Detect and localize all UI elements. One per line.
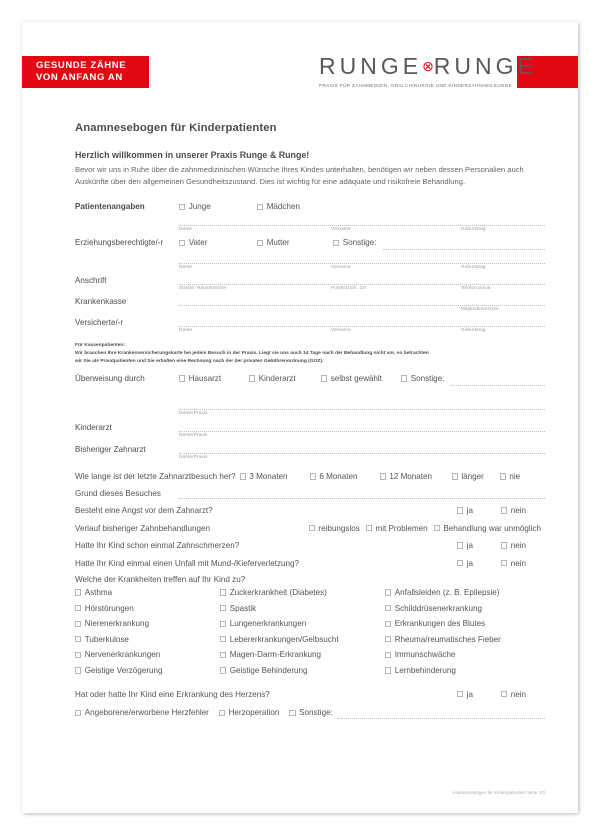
- checkbox-label: Hörstörungen: [84, 603, 134, 613]
- checkbox-hoerstoerungen[interactable]: [75, 603, 216, 614]
- checkbox-herzoperation[interactable]: [219, 707, 280, 718]
- checkbox-box-icon[interactable]: [500, 473, 506, 479]
- checkbox-box-icon[interactable]: [321, 375, 327, 381]
- heart-other-input[interactable]: [337, 709, 545, 719]
- pediatrician-fields: [179, 422, 545, 438]
- caption-name: Name: [179, 227, 193, 233]
- checkbox-label: Herzoperation: [228, 708, 280, 718]
- welcome-heading: Herzlich willkommen in unserer Praxis Runge & Runge!: [75, 150, 310, 160]
- treatment-history-label: Verlauf bisheriger Zahnbehandlungen: [75, 523, 210, 533]
- checkbox-box-icon[interactable]: [385, 621, 391, 627]
- checkbox-box-icon[interactable]: [75, 667, 81, 673]
- tagline-line-1: GESUNDE ZÄHNE: [36, 60, 127, 71]
- patient-gender-row: [75, 201, 545, 212]
- checkbox-geistige-behinderung[interactable]: [220, 665, 381, 676]
- checkbox-label: 12 Monaten: [389, 472, 433, 482]
- diseases-grid: [75, 587, 545, 681]
- checkbox-sonstige-herz[interactable]: [289, 707, 332, 718]
- checkbox-12-monaten[interactable]: [380, 471, 448, 482]
- caption-name-praxis: Name/Praxis: [179, 455, 208, 461]
- checkbox-junge[interactable]: [179, 201, 253, 212]
- checkbox-box-icon[interactable]: [401, 375, 407, 381]
- question-text: Hatte Ihr Kind einmal einen Unfall mit Mund-/Kieferverletzung?: [75, 558, 300, 568]
- checkbox-tuberkulose[interactable]: [75, 634, 216, 645]
- checkbox-label: Tuberkulose: [84, 634, 129, 644]
- checkbox-box-icon[interactable]: [310, 473, 316, 479]
- insurance-row: [75, 296, 545, 312]
- checkbox-box-icon[interactable]: [457, 542, 463, 548]
- checkbox-nein[interactable]: [501, 689, 541, 700]
- checkbox-label: Lungenerkrankungen: [229, 619, 307, 629]
- patient-name-fields: [179, 216, 545, 232]
- checkbox-zuckerkrankheit[interactable]: [220, 587, 381, 598]
- guardian-other-input[interactable]: [383, 240, 545, 250]
- checkbox-6-monaten[interactable]: [310, 471, 376, 482]
- caption-vorname: Vorname: [330, 328, 351, 334]
- checkbox-label: mit Problemen: [375, 523, 428, 533]
- checkbox-rheuma[interactable]: [385, 634, 541, 645]
- checkbox-box-icon[interactable]: [75, 621, 81, 627]
- checkbox-selbst-gewaehlt[interactable]: [321, 373, 397, 384]
- checkbox-asthma[interactable]: [75, 587, 216, 598]
- checkbox-label: nein: [510, 689, 526, 699]
- address-section-label: Anschrift: [75, 276, 107, 286]
- guardian-section-label: Erziehungsberechtigte/-r: [75, 238, 164, 248]
- checkbox-box-icon[interactable]: [219, 710, 225, 716]
- insured-fields: [179, 317, 545, 333]
- logo-word-right: RUNGE: [433, 53, 537, 79]
- kassen-notice-heading: Für Kassenpatienten:: [75, 343, 126, 349]
- checkbox-box-icon[interactable]: [501, 542, 507, 548]
- guardian-row: [75, 237, 545, 250]
- checkbox-label: Mutter: [266, 238, 290, 248]
- checkbox-sonstige-guardian[interactable]: [333, 237, 376, 248]
- checkbox-label: Sonstige:: [342, 238, 377, 248]
- form-page: [22, 22, 578, 813]
- checkbox-box-icon[interactable]: [309, 525, 315, 531]
- checkbox-ja[interactable]: [457, 558, 497, 569]
- caption-strasse: Straße, Hausnummer: [179, 286, 227, 292]
- checkbox-maedchen[interactable]: [257, 201, 300, 212]
- checkbox-label: nie: [509, 472, 521, 482]
- caption-name: Name: [179, 265, 193, 271]
- caption-telefon: Telefon privat: [460, 286, 491, 292]
- diseases-question: Welche der Krankheiten treffen auf Ihr Kind zu?: [75, 575, 246, 585]
- checkbox-label: Hausarzt: [188, 374, 222, 384]
- checkbox-magen-darm[interactable]: [220, 649, 381, 660]
- checkbox-label: reibungslos: [318, 523, 360, 533]
- checkbox-immunschwaeche[interactable]: [385, 649, 541, 660]
- insurance-fields: [179, 296, 545, 312]
- checkbox-box-icon[interactable]: [75, 605, 81, 611]
- checkbox-box-icon[interactable]: [220, 605, 226, 611]
- last-visit-question: Wie lange ist der letzte Zahnarztbesuch her?: [75, 472, 236, 482]
- previous-dentist-row: [75, 444, 545, 460]
- checkbox-schilddruesenerkrankung[interactable]: [385, 603, 541, 614]
- checkbox-label: ja: [466, 558, 473, 568]
- checkbox-box-icon[interactable]: [179, 240, 185, 246]
- yes-no-group: [457, 540, 545, 551]
- question-text: Hatte Ihr Kind schon einmal Zahnschmerzen?: [75, 541, 240, 551]
- page-header: [22, 53, 578, 88]
- checkbox-label: 3 Monaten: [249, 472, 288, 482]
- caption-name-praxis: Name/Praxis: [179, 411, 208, 417]
- checkbox-box-icon[interactable]: [366, 525, 372, 531]
- checkbox-anfallsleiden[interactable]: [385, 587, 541, 598]
- checkbox-mutter[interactable]: [257, 237, 329, 248]
- tagline-banner: [22, 56, 149, 88]
- last-visit-row: [75, 471, 545, 482]
- checkbox-box-icon[interactable]: [220, 636, 226, 642]
- practice-logo: [319, 54, 578, 92]
- heart-question: Hat oder hatte Ihr Kind eine Erkrankung des Herzens?: [75, 689, 270, 699]
- checkbox-label: Geistige Behinderung: [229, 666, 308, 676]
- pediatrician-row: [75, 422, 545, 438]
- caption-plz-ort: Postleitzahl, Ort: [330, 286, 367, 292]
- logo-word-left: RUNGE: [319, 53, 423, 79]
- referral-practice-row: [75, 400, 545, 416]
- previous-dentist-input[interactable]: [179, 444, 545, 454]
- checkbox-spastik[interactable]: [220, 603, 381, 614]
- checkbox-box-icon[interactable]: [257, 204, 263, 210]
- guardian-name-row: [75, 254, 545, 270]
- checkbox-erkrankungen-des-blutes[interactable]: [385, 618, 541, 629]
- referral-other-input[interactable]: [451, 376, 545, 386]
- checkbox-reibungslos[interactable]: [309, 523, 360, 534]
- checkbox-box-icon[interactable]: [333, 240, 339, 246]
- checkbox-label: Magen-Darm-Erkrankung: [229, 650, 321, 660]
- yes-no-group: [457, 558, 545, 569]
- checkbox-label: Immunschwäche: [394, 650, 456, 660]
- checkbox-label: Zuckerkrankheit (Diabetes): [229, 588, 327, 598]
- checkbox-nierenerkrankung[interactable]: [75, 618, 216, 629]
- checkbox-label: Kinderarzt: [258, 374, 296, 384]
- checkbox-box-icon[interactable]: [75, 652, 81, 658]
- checkbox-box-icon[interactable]: [501, 507, 507, 513]
- checkbox-label: Sonstige:: [410, 374, 445, 384]
- checkbox-label: Asthma: [84, 588, 113, 598]
- checkbox-nein[interactable]: [501, 505, 541, 516]
- checkbox-box-icon[interactable]: [220, 589, 226, 595]
- referral-section-label: Überweisung durch: [75, 374, 145, 384]
- checkbox-box-icon[interactable]: [457, 691, 463, 697]
- checkbox-label: selbst gewählt: [330, 374, 382, 384]
- kassen-notice: [75, 342, 545, 365]
- checkbox-label: 6 Monaten: [319, 472, 358, 482]
- yes-no-group: [457, 505, 545, 516]
- logo-wordmark: [319, 54, 578, 81]
- checkbox-box-icon[interactable]: [257, 240, 263, 246]
- checkbox-nervenerkrankungen[interactable]: [75, 649, 216, 660]
- caption-geburtstag: Geburtstag: [460, 227, 486, 233]
- checkbox-ja[interactable]: [457, 540, 497, 551]
- referral-practice-input[interactable]: [179, 400, 545, 410]
- checkbox-label: nein: [510, 541, 526, 551]
- checkbox-box-icon[interactable]: [434, 525, 440, 531]
- checkbox-laenger[interactable]: [452, 471, 496, 482]
- checkbox-label: ja: [466, 506, 473, 516]
- question-row-toothache: [75, 540, 545, 551]
- checkbox-label: Junge: [188, 202, 211, 212]
- checkbox-label: Erkrankungen des Blutes: [394, 619, 486, 629]
- checkbox-nein[interactable]: [501, 540, 541, 551]
- question-row-fear: [75, 505, 545, 516]
- checkbox-label: Vater: [188, 238, 208, 248]
- insurance-section-label: Krankenkasse: [75, 297, 127, 307]
- heart-sub-options-row: [75, 706, 545, 719]
- checkbox-label: nein: [510, 558, 526, 568]
- checkbox-box-icon[interactable]: [452, 473, 458, 479]
- checkbox-label: Lebererkrankungen/Gelbsucht: [229, 634, 339, 644]
- tagline-line-2: VON ANFANG AN: [36, 72, 123, 83]
- checkbox-label: Nervenerkrankungen: [84, 650, 161, 660]
- checkbox-mit-problemen[interactable]: [366, 523, 428, 534]
- checkbox-box-icon[interactable]: [75, 589, 81, 595]
- checkbox-vater[interactable]: [179, 237, 253, 248]
- checkbox-label: ja: [466, 541, 473, 551]
- question-text: Besteht eine Angst vor dem Zahnarzt?: [75, 506, 213, 516]
- checkbox-box-icon[interactable]: [240, 473, 246, 479]
- insured-input[interactable]: [179, 317, 545, 327]
- checkbox-label: Sonstige:: [299, 708, 333, 718]
- page-title: Anamnesebogen für Kinderpatienten: [75, 122, 277, 134]
- checkbox-box-icon[interactable]: [220, 667, 226, 673]
- logo-subtitle: PRAXIS FÜR ZAHNMEDIZIN, ORALCHIRURGIE UND KINDERZAHNHEILKUNDE: [319, 83, 512, 88]
- referral-practice-fields: [179, 400, 545, 416]
- previous-dentist-label: Bisheriger Zahnarzt: [75, 445, 146, 455]
- checkbox-lebererkrankungen[interactable]: [220, 634, 381, 645]
- checkbox-label: nein: [510, 506, 526, 516]
- checkbox-label: Geistige Verzögerung: [84, 666, 163, 676]
- visit-reason-label: Grund dieses Besuches: [75, 489, 161, 499]
- checkbox-label: Rheuma/reumatisches Fieber: [394, 634, 501, 644]
- checkbox-box-icon[interactable]: [385, 605, 391, 611]
- patient-section-label: Patientenangaben: [75, 202, 145, 212]
- checkbox-label: länger: [461, 472, 484, 482]
- checkbox-label: Nierenerkrankung: [84, 619, 150, 629]
- checkbox-box-icon[interactable]: [385, 652, 391, 658]
- checkbox-label: Angeborene/erworbene Herzfehler: [84, 708, 209, 718]
- diseases-column-2: [220, 587, 385, 681]
- kassen-notice-line-1: Wir brauchen Ihre Krankenversicherungskarte bei jedem Besuch in der Praxis. Liegt sie uns auch 14 Tage nach der Behandlung nicht vor, so betrachten: [75, 351, 429, 357]
- checkbox-lernbehinderung[interactable]: [385, 665, 541, 676]
- checkbox-box-icon[interactable]: [289, 710, 295, 716]
- checkbox-box-icon[interactable]: [385, 667, 391, 673]
- patient-name-row: [75, 216, 545, 232]
- treatment-history-row: [75, 523, 545, 534]
- checkbox-nein[interactable]: [501, 558, 541, 569]
- checkbox-box-icon[interactable]: [75, 636, 81, 642]
- checkbox-nie[interactable]: [500, 471, 521, 482]
- checkbox-3-monaten[interactable]: [240, 471, 306, 482]
- checkbox-label: Anfallsleiden (z. B. Epilepsie): [394, 588, 500, 598]
- heart-question-row: [75, 689, 545, 700]
- checkbox-behandlung-unmoeglich[interactable]: [434, 523, 541, 534]
- visit-reason-input[interactable]: [179, 489, 545, 499]
- pediatrician-label: Kinderarzt: [75, 423, 112, 433]
- checkbox-sonstige-referral[interactable]: [401, 373, 444, 384]
- previous-dentist-fields: [179, 444, 545, 460]
- insurance-input[interactable]: [179, 296, 545, 306]
- checkbox-box-icon[interactable]: [501, 691, 507, 697]
- checkbox-label: ja: [466, 689, 473, 699]
- checkbox-kinderarzt[interactable]: [249, 373, 317, 384]
- caption-geburtstag: Geburtstag: [460, 265, 486, 271]
- insured-row: [75, 317, 545, 333]
- patient-name-input[interactable]: [179, 216, 545, 226]
- caption-vorname: Vorname: [330, 227, 351, 233]
- page-footer: Anamnesebogen für Kinderpatienten Seite 1/3: [452, 790, 545, 795]
- checkbox-box-icon[interactable]: [249, 375, 255, 381]
- referral-row: [75, 373, 545, 386]
- logo-ampersand-icon: ⊗: [422, 58, 434, 74]
- caption-name-praxis: Name/Praxis: [179, 433, 208, 439]
- checkbox-label: Mädchen: [266, 202, 300, 212]
- yes-no-group: [457, 689, 545, 700]
- checkbox-box-icon[interactable]: [75, 710, 81, 716]
- checkbox-hausarzt[interactable]: [179, 373, 245, 384]
- checkbox-box-icon[interactable]: [457, 507, 463, 513]
- checkbox-label: Lernbehinderung: [394, 666, 456, 676]
- question-row-accident: [75, 558, 545, 569]
- checkbox-box-icon[interactable]: [179, 204, 185, 210]
- checkbox-box-icon[interactable]: [385, 589, 391, 595]
- insured-section-label: Versicherte/-r: [75, 318, 124, 328]
- checkbox-label: Schilddrüsenerkrankung: [394, 603, 482, 613]
- checkbox-box-icon[interactable]: [457, 560, 463, 566]
- address-input[interactable]: [179, 275, 545, 285]
- caption-geburtstag: Geburtstag: [460, 328, 486, 334]
- pediatrician-input[interactable]: [179, 422, 545, 432]
- caption-name: Name: [179, 328, 193, 334]
- caption-vorname: Vorname: [330, 265, 351, 271]
- checkbox-box-icon[interactable]: [179, 375, 185, 381]
- checkbox-box-icon[interactable]: [501, 560, 507, 566]
- checkbox-herzfehler[interactable]: [75, 707, 209, 718]
- intro-text: Bevor wir uns in Ruhe über die zahnmedizinischen Wünsche Ihres Kindes unterhalten, benötigen wir neben dessen Personalien auch Auskünfte über den allgemeinen Gesundheitszustand. Dies ist wichtig für eine adäquate und risikofreie Behandlung.: [75, 165, 524, 186]
- checkbox-lungenerkrankungen[interactable]: [220, 618, 381, 629]
- guardian-name-input[interactable]: [179, 254, 545, 264]
- checkbox-geistige-verzoegerung[interactable]: [75, 665, 216, 676]
- checkbox-box-icon[interactable]: [380, 473, 386, 479]
- checkbox-label: Spastik: [229, 603, 257, 613]
- checkbox-box-icon[interactable]: [385, 636, 391, 642]
- diseases-column-3: [385, 587, 545, 681]
- checkbox-box-icon[interactable]: [220, 621, 226, 627]
- checkbox-ja[interactable]: [457, 689, 497, 700]
- diseases-column-1: [75, 587, 220, 681]
- visit-reason-row: [75, 489, 545, 499]
- address-row: [75, 275, 545, 291]
- address-fields: [179, 275, 545, 291]
- checkbox-label: Behandlung war unmöglich: [443, 523, 541, 533]
- checkbox-ja[interactable]: [457, 505, 497, 516]
- form-body: [75, 122, 545, 726]
- kassen-notice-line-2: wir Sie als Privatpatienten und Sie erhalten eine Rechnung nach der der privaten Gebührenordnung (GOZ).: [75, 358, 324, 364]
- caption-mitgliedsnummer: Mitgliedsnummer: [460, 307, 499, 313]
- guardian-name-fields: [179, 254, 545, 270]
- checkbox-box-icon[interactable]: [220, 652, 226, 658]
